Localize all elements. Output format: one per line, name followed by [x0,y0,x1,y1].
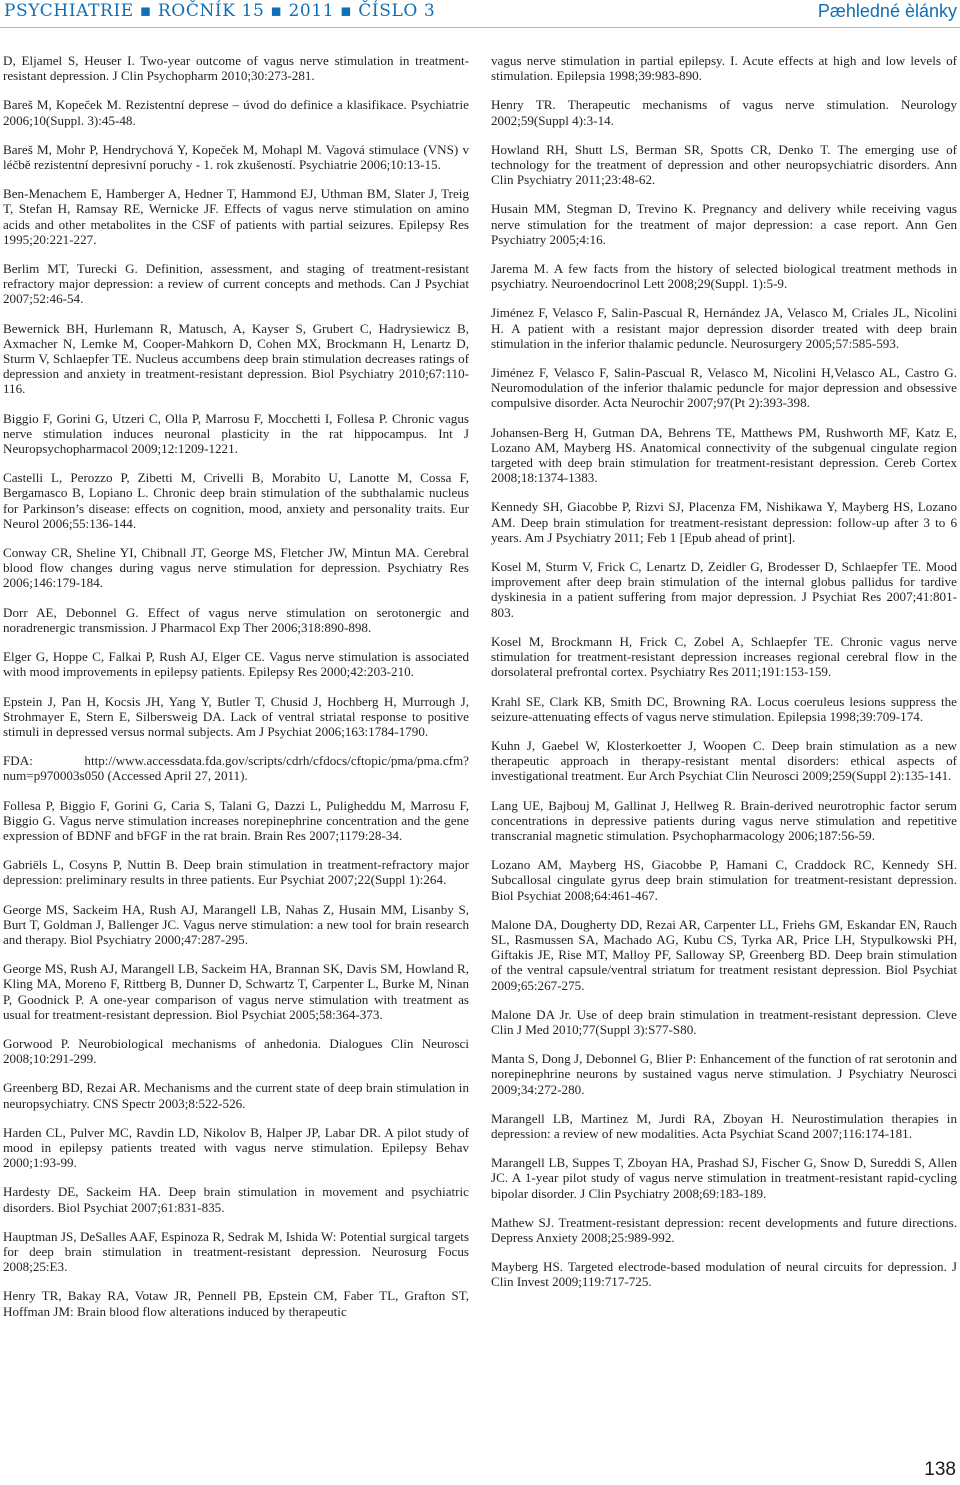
reference-entry: Jiménez F, Velasco F, Salin-Pascual R, Hernández JA, Velasco M, Criales JL, Nicolini H. A patient with a resistant major depression disorder treated with deep brain stimulation in the inferior thalamic peduncle. Neurosurgery 2005;57:585-593. [491,305,957,351]
reference-entry: Harden CL, Pulver MC, Ravdin LD, Nikolov B, Halper JP, Labar DR. A pilot study of mood in epilepsy patients treated with vagus nerve stimulation. Epilepsy Behav 2000;1:93-99. [3,1124,469,1171]
reference-entry: Kennedy SH, Giacobbe P, Rizvi SJ, Placenza FM, Nishikawa Y, Mayberg HS, Lozano AM. Deep brain stimulation for treatment-resistant depression: follow-up after 3 to 6 years. Am J Psychiatry 2011; Feb 1 [Epub ahead of print]. [491,499,957,545]
reference-entry: Malone DA, Dougherty DD, Rezai AR, Carpenter LL, Friehs GM, Eskandar EN, Rauch SL, Rasmussen SA, Machado AG, Kubu CS, Tyrka AR, Price LH, Stypulkowski PH, Giftakis JE, Rise MT, Malloy PF, Salloway SP, Greenberg BD. Deep brain stimulation of the ventral capsule/ventral striatum for treatment resistant depression. Biol Psychiat 2009;65:267-275. [491,916,957,993]
reference-entry: Johansen-Berg H, Gutman DA, Behrens TE, Matthews PM, Rushworth MF, Katz E, Lozano AM, Mayberg HS. Anatomical connectivity of the subgenual cingulate region targeted with deep brain stimulation for treatment-resistant depression. Cereb Cortex 2008;18:1374-1383. [491,424,957,486]
reference-entry: George MS, Sackeim HA, Rush AJ, Marangell LB, Nahas Z, Husain MM, Lisanby S, Burt T, Goldman J, Ballenger JC. Vagus nerve stimulation: a new tool for brain research and therapy. Biol Psychiatry 2000;47:287-295. [3,901,469,947]
reference-entry: George MS, Rush AJ, Marangell LB, Sackeim HA, Brannan SK, Davis SM, Howland R, Kling MA, Moreno F, Rittberg B, Dunner D, Schwartz T, Carpenter L, Burke M, Ninan P, Goodnick P. A one-year comparison of vagus nerve stimulation with treatment as usual for treatment-resistant depression. Biol Psychiat 2005;58:364-373. [3,961,469,1022]
reference-entry: Berlim MT, Turecki G. Definition, assessment, and staging of treatment-resistant refractory major depression: a review of current concepts and methods. Can J Psychiat 2007;52:46-54. [3,261,469,307]
reference-entry: FDA: http://www.accessdata.fda.gov/scripts/cdrh/cfdocs/cftopic/pma/pma.cfm?num=p970003s050 (Accessed April 27, 2011). [3,753,469,784]
reference-entry: D, Eljamel S, Heuser I. Two-year outcome of vagus nerve stimulation in treatment-resistant depression. J Clin Psychopharm 2010;30:273-281. [3,53,469,84]
reference-entry: Elger G, Hoppe C, Falkai P, Rush AJ, Elger CE. Vagus nerve stimulation is associated with mood improvements in epilepsy patients. Epilepsy Res 2000;42:203-210. [3,649,469,680]
reference-entry: Bareš M, Kopeček M. Rezistentní deprese – úvod do definice a klasifikace. Psychiatrie 2006;10(Suppl. 3):45-48. [3,97,469,128]
reference-entry: Follesa P, Biggio F, Gorini G, Caria S, Talani G, Dazzi L, Puligheddu M, Marrosu F, Biggio G. Vagus nerve stimulation increases norepinephrine concentration and the gene expression of BDNF and bFGF in the rat brain. Brain Res 2007;1179:28-34. [3,797,469,843]
reference-entry: vagus nerve stimulation in partial epilepsy. I. Acute effects at high and low levels of stimulation. Epilepsia 1998;39:983-890. [491,53,957,84]
page-number: 138 [924,1459,956,1480]
reference-entry: Dorr AE, Debonnel G. Effect of vagus nerve stimulation on serotonergic and noradrenergic transmission. J Pharmacol Exp Ther 2006;318:890-898. [3,604,469,635]
reference-entry: Husain MM, Stegman D, Trevino K. Pregnancy and delivery while receiving vagus nerve stimulation for the treatment of major depression: a case report. Ann Gen Psychiatry 2005;4:16. [491,201,957,247]
reference-entry: Howland RH, Shutt LS, Berman SR, Spotts CR, Denko T. The emerging use of technology for the treatment of depression and other neuropsychiatric disorders. Ann Clin Psychiatry 2011;23:48-62. [491,141,957,188]
journal-title: PSYCHIATRIE ▪ ROČNÍK 15 ▪ 2011 ▪ ČÍSLO 3 [4,1,436,21]
reference-entry: Krahl SE, Clark KB, Smith DC, Browning RA. Locus coeruleus lesions suppress the seizure-attenuating effects of vagus nerve stimulation. Epilepsia 1998;39:709-174. [491,693,957,724]
reference-entry: Gorwood P. Neurobiological mechanisms of anhedonia. Dialogues Clin Neurosci 2008;10:291-299. [3,1035,469,1067]
reference-entry: Marangell LB, Martinez M, Jurdi RA, Zboyan H. Neurostimulation therapies in depression: a review of new modalities. Acta Psychiat Scand 2007;116:174-181. [491,1110,957,1141]
reference-entry: Jarema M. A few facts from the history of selected biological treatment methods in psychiatry. Neuroendocrinol Lett 2008;29(Suppl. 1):5-9. [491,261,957,292]
reference-entry: Kosel M, Brockmann H, Frick C, Zobel A, Schlaepfer TE. Chronic vagus nerve stimulation for treatment-resistant depression increases regional cerebral flow in the dorsolateral prefrontal cortex. Psychiatry Res 2011;191:153-159. [491,633,957,680]
reference-entry: Mathew SJ. Treatment-resistant depression: recent developments and future directions. Depress Anxiety 2008;25:989-992. [491,1214,957,1245]
references-right-column [491,53,957,1304]
reference-entry: Mayberg HS. Targeted electrode-based modulation of neural circuits for depression. J Clin Invest 2009;119:717-725. [491,1259,957,1290]
reference-entry: Biggio F, Gorini G, Utzeri C, Olla P, Marrosu F, Mocchetti I, Follesa P. Chronic vagus nerve stimulation induces neuronal plasticity in the rat hippocampus. Int J Neuropsychopharmacol 2009;12:1209-1221. [3,410,469,457]
reference-entry: Kosel M, Sturm V, Frick C, Lenartz D, Zeidler G, Brodesser D, Schlaepfer TE. Mood improvement after deep brain stimulation of the internal globus pallidus for tardive dyskinesia in a patient suffering from major depression. J Psychiat Res 2007;41:801-803. [491,559,957,620]
reference-entry: Ben-Menachem E, Hamberger A, Hedner T, Hammond EJ, Uthman BM, Slater J, Treig T, Stefan H, Ramsay RE, Wernicke JF. Effects of vagus nerve stimulation on amino acids and other metabolites in the CSF of patients with partial seizures. Epilepsy Res 1995;20:221-227. [3,186,469,247]
reference-entry: Bewernick BH, Hurlemann R, Matusch, A, Kayser S, Grubert C, Hadrysiewicz B, Axmacher N, Lemke M, Cooper-Mahkorn D, Cohen MX, Brockmann H, Lenartz D, Sturm V, Schlaepfer TE. Nucleus accumbens deep brain stimulation decreases ratings of depression and anxiety in treatment-resistant depression. Biol Psychiatry 2010;67:110-116. [3,320,469,397]
reference-entry: Gabriëls L, Cosyns P, Nuttin B. Deep brain stimulation in treatment-refractory major depression: preliminary results in three patients. Eur Psychiat 2007;22(Suppl 1):264. [3,857,469,888]
reference-entry: Henry TR. Therapeutic mechanisms of vagus nerve stimulation. Neurology 2002;59(Suppl 4):3-14. [491,97,957,128]
reference-entry: Hardesty DE, Sackeim HA. Deep brain stimulation in movement and psychiatric disorders. Biol Psychiat 2007;61:831-835. [3,1184,469,1215]
reference-entry: Manta S, Dong J, Debonnel G, Blier P: Enhancement of the function of rat serotonin and norepinephrine neurons by sustained vagus nerve stimulation. J Psychiatry Neurosci 2009;34:272-280. [491,1051,957,1097]
reference-entry: Conway CR, Sheline YI, Chibnall JT, George MS, Fletcher JW, Mintun MA. Cerebral blood flow changes during vagus nerve stimulation for depression. Psychiatry Res 2006;146:179-184. [3,545,469,591]
section-title: Pæhledné èlánky [817,1,957,21]
reference-entry: Lozano AM, Mayberg HS, Giacobbe P, Hamani C, Craddock RC, Kennedy SH. Subcallosal cingulate gyrus deep brain stimulation for treatment-resistant depression. Biol Psychiat 2008;64:461-467. [491,857,957,903]
reference-entry: Hauptman JS, DeSalles AAF, Espinoza R, Sedrak M, Ishida W: Potential surgical targets for deep brain stimulation in treatment-resistant depression. Neurosurg Focus 2008;25:E3. [3,1228,469,1275]
reference-entry: Greenberg BD, Rezai AR. Mechanisms and the current state of deep brain stimulation in neuropsychiatry. CNS Spectr 2003;8:522-526. [3,1080,469,1111]
page-header [0,0,960,28]
header-divider [0,27,960,28]
reference-entry: Bareš M, Mohr P, Hendrychová Y, Kopeček M, Mohapl M. Vagová stimulace (VNS) v léčbě rezistentní depresivní poruchy - 1. rok zkušeností. Psychiatrie 2006;10:13-15. [3,141,469,173]
reference-entry: Kuhn J, Gaebel W, Klosterkoetter J, Woopen C. Deep brain stimulation as a new therapeutic approach in therapy-resistant mental disorders: ethical aspects of investigational treatment. Eur Arch Psychiat Clin Neurosci 2009;259(Suppl 2):135-141. [491,737,957,784]
reference-entry: Epstein J, Pan H, Kocsis JH, Yang Y, Butler T, Chusid J, Hochberg H, Murrough J, Strohmayer E, Stern E, Silbersweig DA. Lack of ventral striatal response to positive stimuli in depressed versus normal subjects. Am J Psychiat 2006;163:1784-1790. [3,693,469,739]
reference-entry: Castelli L, Perozzo P, Zibetti M, Crivelli B, Morabito U, Lanotte M, Cossa F, Bergamasco B, Lopiano L. Chronic deep brain stimulation of the subthalamic nucleus for Parkinson’s disease: effects on cognition, mood, anxiety and personality traits. Eur Neurol 2006;55:136-144. [3,470,469,531]
reference-entry: Marangell LB, Suppes T, Zboyan HA, Prashad SJ, Fischer G, Snow D, Sureddi S, Allen JC. A 1-year pilot study of vagus nerve stimulation in treatment-resistant rapid-cycling bipolar disorder. J Clin Psychiatry 2008;69:183-189. [491,1155,957,1201]
reference-entry: Jiménez F, Velasco F, Salin-Pascual R, Velasco M, Nicolini H,Velasco AL, Castro G. Neuromodulation of the inferior thalamic peduncle for major depression and obsessive compulsive disorder. Acta Neurochir 2007;97(Pt 2):393-398. [491,365,957,411]
reference-entry: Henry TR, Bakay RA, Votaw JR, Pennell PB, Epstein CM, Faber TL, Grafton ST, Hoffman JM: Brain blood flow alterations induced by therapeutic [3,1288,469,1319]
references-left-column [3,53,469,1333]
reference-entry: Lang UE, Bajbouj M, Gallinat J, Hellweg R. Brain-derived neurotrophic factor serum concentrations in depressive patients during vagus nerve stimulation and repetitive transcranial magnetic stimulation. Psychopharmacology 2006;187:56-59. [491,797,957,843]
reference-entry: Malone DA Jr. Use of deep brain stimulation in treatment-resistant depression. Cleve Clin J Med 2010;77(Suppl 3):S77-S80. [491,1006,957,1037]
